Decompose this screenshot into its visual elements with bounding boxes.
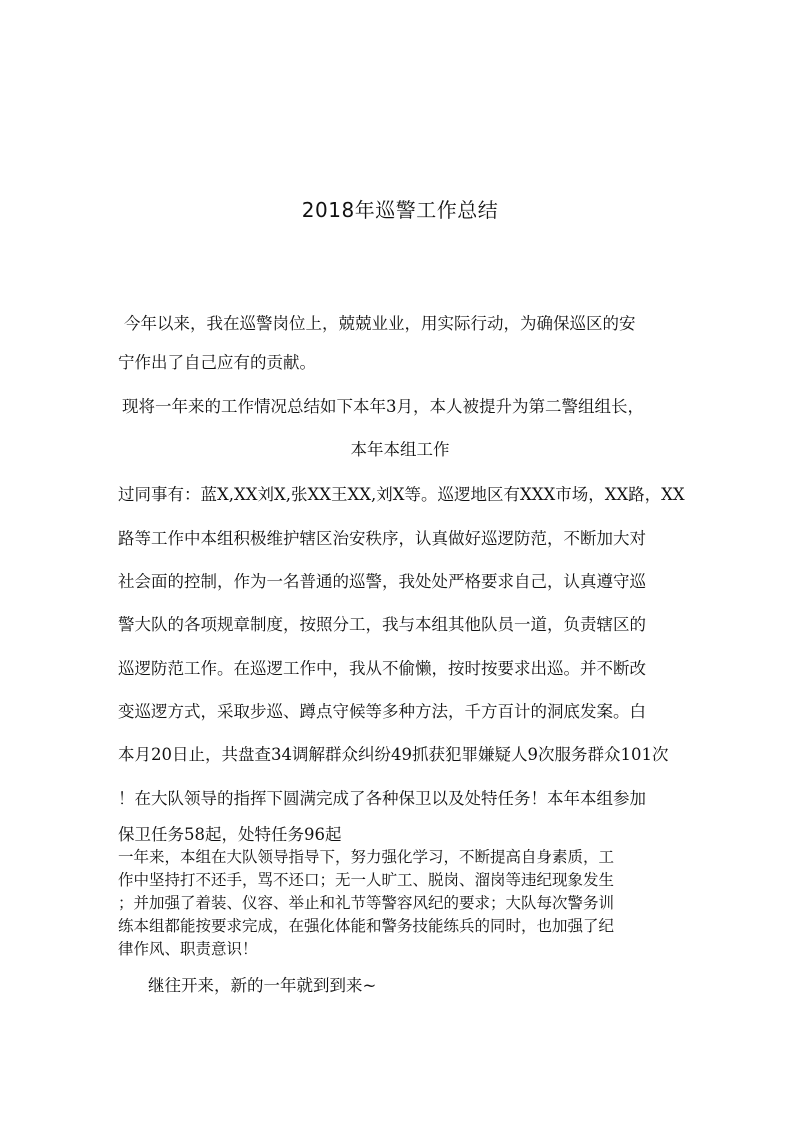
paragraph-line: 律作风、职责意识！ (118, 940, 258, 958)
document-title: 2018年巡警工作总结 (301, 198, 499, 222)
paragraph-line: 社会面的控制，作为一名普通的巡警，我处处严格要求自己，认真遵守巡 (118, 572, 646, 591)
paragraph-line: 本月20日止，共盘查34调解群众纠纷49抓获犯罪嫌疑人9次服务群众101次 (118, 745, 669, 764)
paragraph-line: 保卫任务58起，处特任务96起 (118, 825, 342, 844)
paragraph-line: 过同事有：蓝X,XX刘X,张XX王XX,刘X等。巡逻地区有XXX市场，XX路，XX (118, 485, 685, 504)
paragraph-line: 警大队的各项规章制度，按照分工，我与本组其他队员一道，负责辖区的 (118, 615, 646, 634)
paragraph-line: 继往开来，新的一年就到到来~ (148, 976, 377, 995)
paragraph-line: 今年以来，我在巡警岗位上，兢兢业业，用实际行动，为确保巡区的安 (124, 314, 636, 333)
paragraph-line: 路等工作中本组积极维护辖区治安秩序，认真做好巡逻防范，不断加大对 (118, 529, 646, 548)
paragraph-line: 变巡逻方式，采取步巡、蹲点守候等多种方法，千方百计的洞底发案。白 (118, 702, 646, 721)
paragraph-line: 作中坚持打不还手，骂不还口；无一人旷工、脱岗、溜岗等违纪现象发生 (118, 871, 615, 889)
paragraph-line: 现将一年来的工作情况总结如下本年3月，本人被提升为第二警组组长， (122, 397, 644, 416)
paragraph-line: 宁作出了自己应有的贡献。 (118, 353, 316, 372)
paragraph-line: ！在大队领导的指挥下圆满完成了各种保卫以及处特任务！本年本组参加 (118, 789, 646, 808)
paragraph-line: 练本组都能按要求完成，在强化体能和警务技能练兵的同时，也加强了纪 (118, 917, 615, 935)
paragraph-line: 一年来，本组在大队领导指导下，努力强化学习，不断提高自身素质，工 (118, 848, 615, 866)
paragraph-line: ；并加强了着装、仪容、举止和礼节等警容风纪的要求；大队每次警务训 (118, 894, 615, 912)
paragraph-line: 巡逻防范工作。在巡逻工作中，我从不偷懒，按时按要求出巡。并不断改 (118, 659, 646, 678)
section-heading: 本年本组工作 (350, 440, 450, 459)
